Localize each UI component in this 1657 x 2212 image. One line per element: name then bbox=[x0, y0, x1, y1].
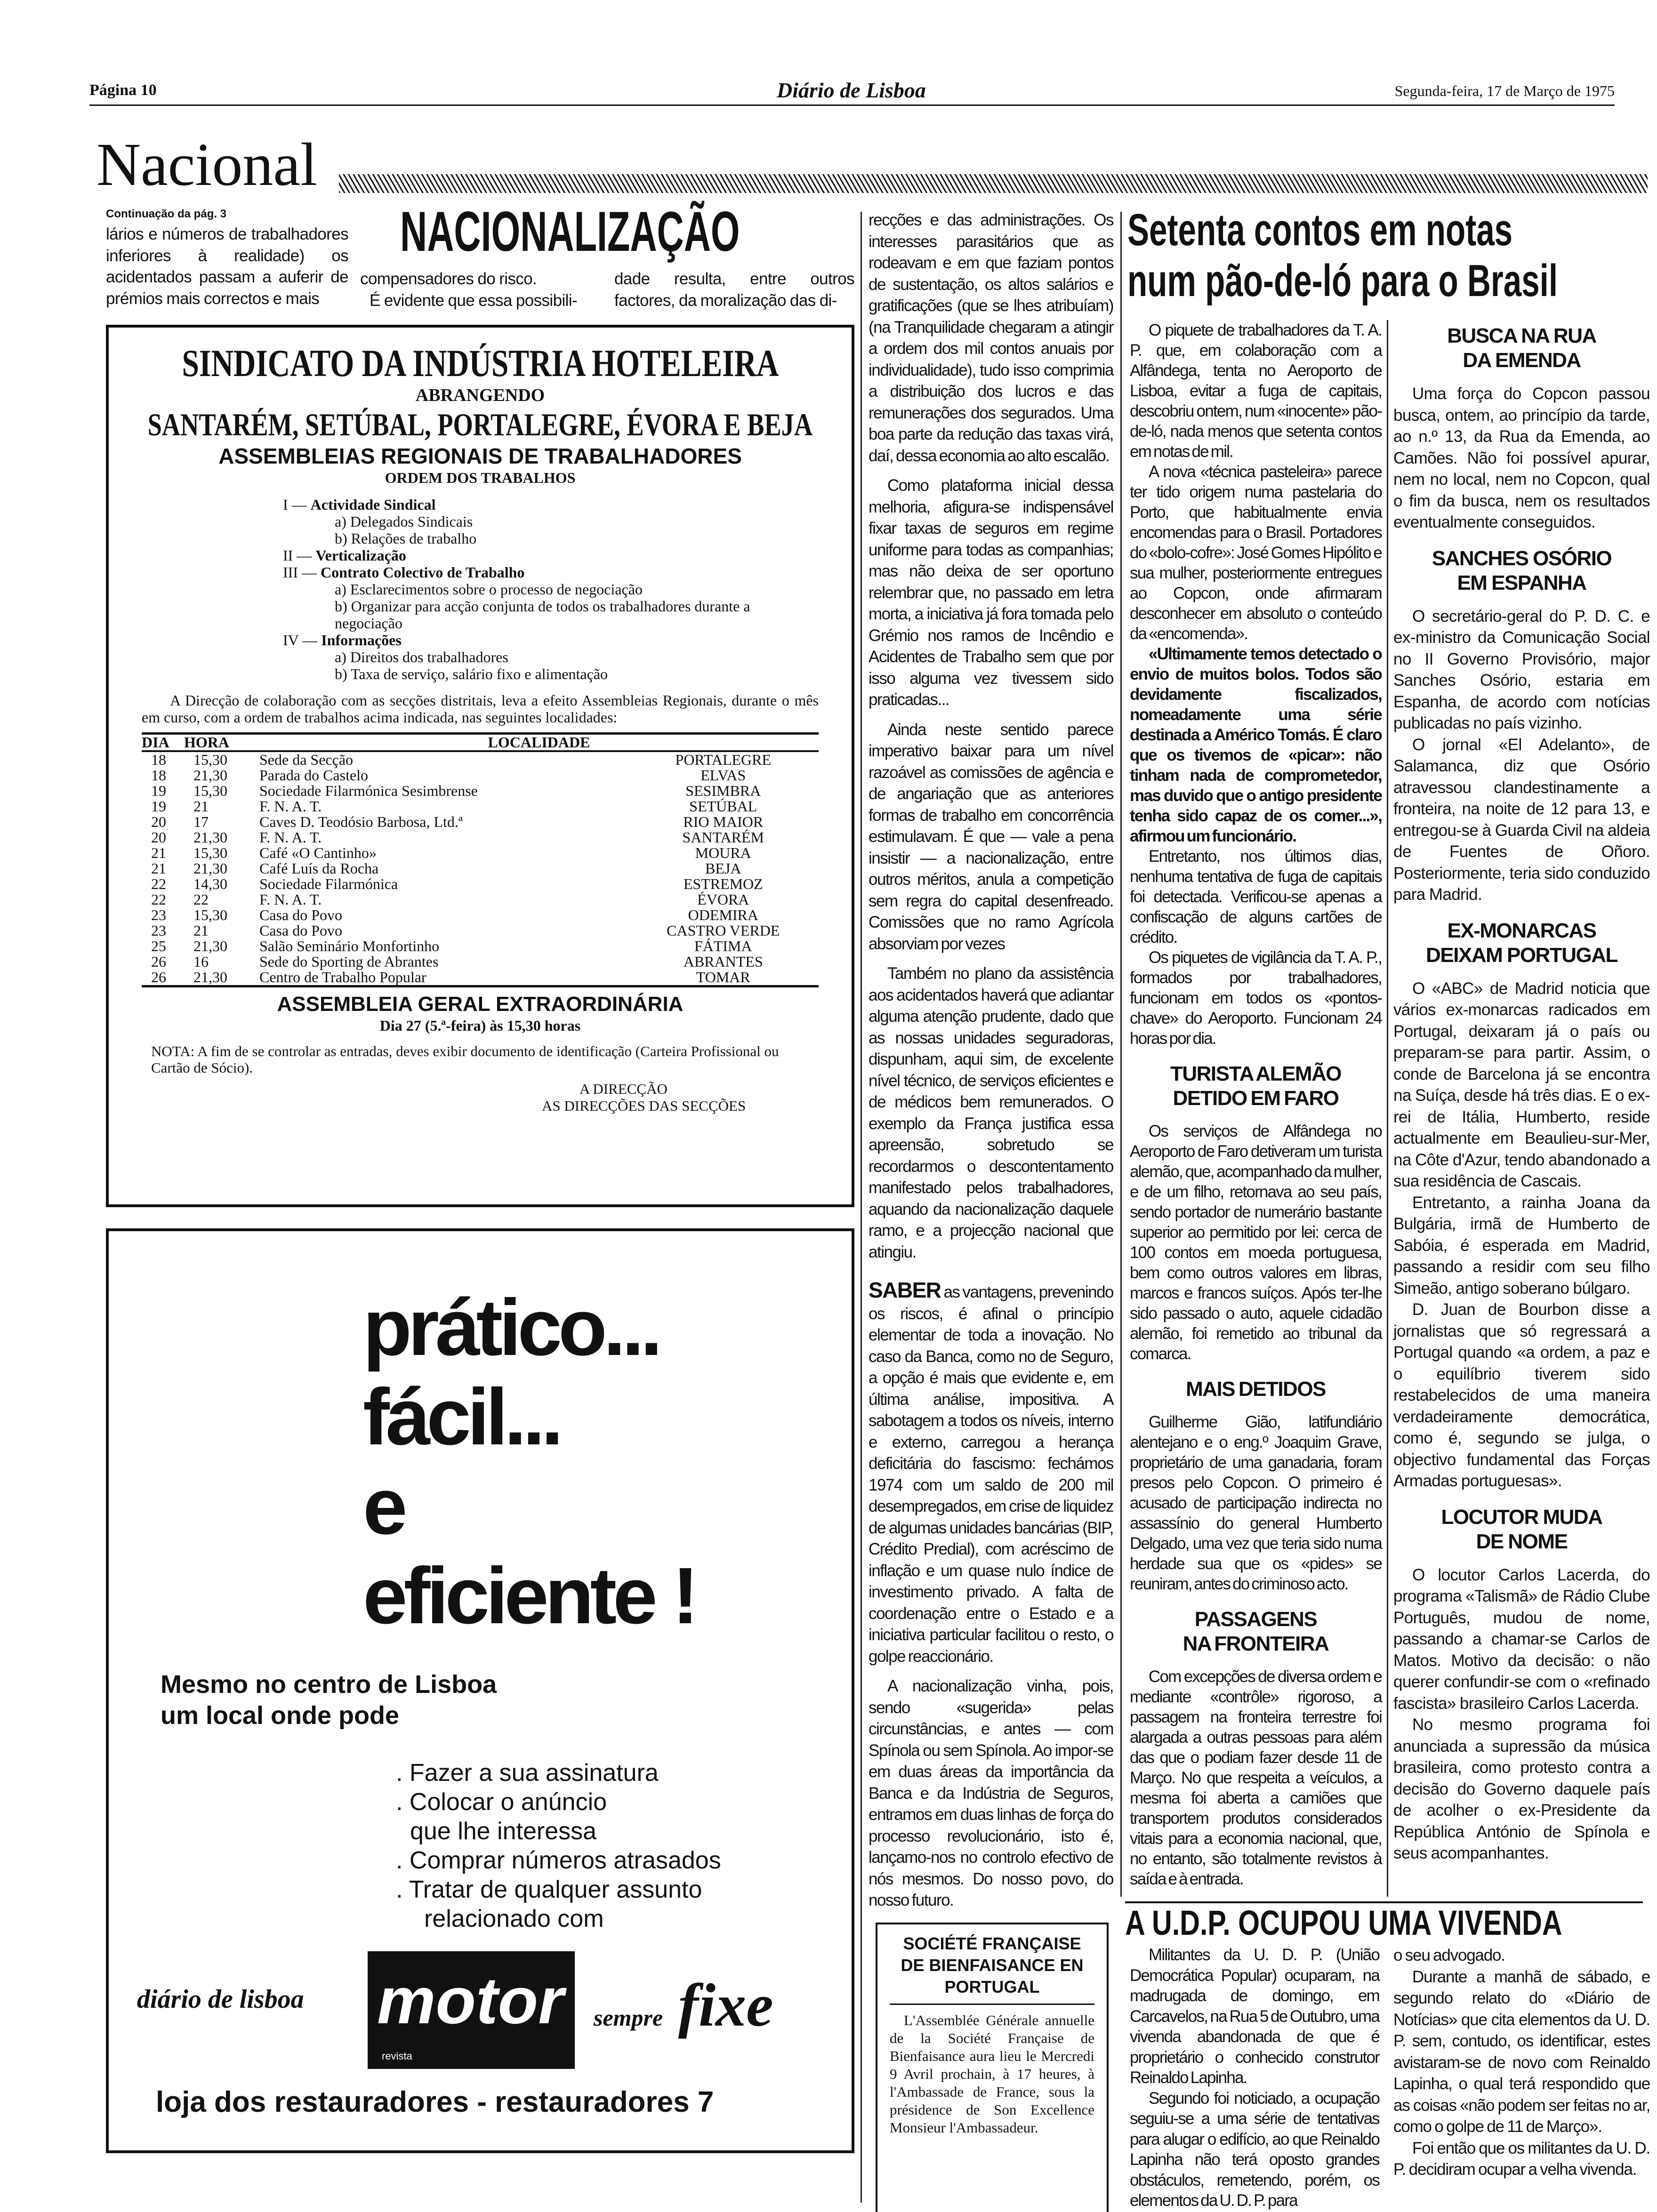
col-hora: HORA bbox=[184, 734, 229, 751]
column-4: O piquete de trabalhadores da T. A. P. que, em colaboração com a Alfândega, tenta no Aeroporto de Lisboa, evitar a fuga de capitais, descobriu ontem, num «inocente» pão-de-ló, nada menos que setenta contos em notas de mil. A nova «técnica pasteleira» parece ter tido origem numa pastelaria do Porto, que habitualmente envia encomendas para o Brasil. Portadores do «bolo-cofre»: José Gomes Hipólito e sua mulher, posteriormente entregues ao Copcon, onde afirmaram desconhecer em absoluto o conteúdo da «encomenda». «Ultimamente temos detectado o envio de muitos bolos. Todos são devidamente fiscalizados, nomeadamente uma série destinada a Américo Tomás. É claro que os tivemos de «picar»: não tinham nada de comprometedor, mas duvido que o antigo presidente tenha sido capaz de os comer...», afirmou um funcionário. Entretanto, nos últimos dias, nenhuma tentativa de fuga de capitais foi detectada. Verificou-se apenas a confiscação de alguns cartões de crédito. Os piquetes de vigilância da T. A. P., formados por trabalhadores, funcionam em todos os «pontos-chave» do Aeroporto. Funcionam 24 horas por dia. TURISTA ALEMÃO DETIDO EM FARO Os serviços de Alfândega no Aeroporto de Faro detiveram um turista alemão, que, acompanhado da mulher, e de um filho, retornava ao seu país, sendo portador de numerário bastante superior ao permitido por lei: cerca de 100 contos em moeda portuguesa, bem como outros valores em libras, marcos e francos suíços. Após ter-lhe sido passado o auto, aquele cidadão alemão, foi remetido ao tribunal da comarca. MAIS DETIDOS Guilherme Gião, latifundiário alentejano e o eng.º Joaquim Grave, proprietário de uma ganadaria, foram presos pelo Copcon. O primeiro é acusado de participação indirecta no assassínio do general Humberto Delgado, uma vez que teria sido numa herdade sua que os «pides» se reuniram, antes do criminoso acto. PASSAGENS NA FRONTEIRA Com excepções de diversa ordem e mediante «contrôle» rigoroso, a passagem na fronteira terrestre foi alargada a outras pessoas para além das que o podiam fazer desde 11 de Março. No que respeita a veículos, a mesma foi aberta a camiões que transportem produtos considerados vitais para a economia nacional, que, no entanto, são totalmente revistos à saída e à entrada. bbox=[1130, 321, 1382, 1888]
districts-line: SANTARÉM, SETÚBAL, PORTALEGRE, ÉVORA E BEJA bbox=[147, 407, 813, 442]
cell-local: F. N. A. T. bbox=[259, 829, 322, 846]
cell-local: F. N. A. T. bbox=[259, 891, 322, 908]
cell-local: Salão Seminário Monfortinho bbox=[259, 938, 440, 954]
cell-hora: 15,30 bbox=[193, 782, 227, 799]
cell-dia: 20 bbox=[151, 813, 166, 830]
turista-heading: TURISTA ALEMÃO DETIDO EM FARO bbox=[1170, 1062, 1341, 1110]
nota: NOTA: A fim de se controlar as entradas, deves exibir documento de identificação (Carteira Profissional ou Cartão de Sócio). bbox=[151, 1043, 779, 1076]
agenda-subitem: b) Organizar para acção conjunta de todos os trabalhadores durante a negociação bbox=[335, 598, 750, 632]
table-row bbox=[142, 876, 819, 892]
udp-col-a: Militantes da U. D. P. (União Democrática Popular) ocuparam, na madrugada de domingo, em Carcavelos, na Rua 5 de Outubro, uma vivenda abandonada de que é proprietário o conhecido construtor Reinaldo Lapinha. Segundo foi noticiado, a ocupação seguiu-se a uma série de tentativas para alugar o edifício, ao que Reinaldo Lapinha não terá oposto grandes obstáculos, remetendo, porém, os elementos da U. D. P. para bbox=[1130, 1946, 1379, 2210]
table-row bbox=[142, 938, 819, 954]
agenda-subitem: a) Esclarecimentos sobre o processo de negociação bbox=[335, 581, 643, 598]
cell-localidade: SETÚBAL bbox=[689, 798, 757, 815]
table-row bbox=[142, 783, 819, 799]
cell-local: Sede da Secção bbox=[259, 751, 354, 768]
cell-hora: 21,30 bbox=[193, 938, 227, 954]
cell-hora: 21,30 bbox=[193, 969, 227, 986]
cell-hora: 15,30 bbox=[193, 751, 227, 768]
udp-col-b: o seu advogado. Durante a manhã de sábado, e segundo relato do «Diário de Notícias» que cita elementos da U. D. P. sem, contudo, os identificar, estes avistaram-se de novo com Reinaldo Lapinha, o qual terá respondido que as coisas «não podem ser feitas no ar, como o golpe de 11 de Março». Foi então que os militantes da U. D. P. decidiram ocupar a velha vivenda. bbox=[1393, 1946, 1650, 2179]
sindicato-title: SINDICATO DA INDÚSTRIA HOTELEIRA bbox=[182, 342, 779, 385]
agenda-item: III — Contrato Colectivo de Trabalho bbox=[283, 564, 525, 581]
districts-wrap bbox=[142, 406, 819, 443]
societe-text: L'Assemblée Générale annuelle de la Société Française de Bienfaisance aura lieu le Mercredi 9 Avril prochain, à 17 heures, à l'Ambassade de France, sous la présidence de Son Excellence Monsieur l'Ambassadeur. bbox=[890, 2012, 1094, 2136]
section-title: Nacional bbox=[97, 131, 318, 199]
passagens-heading: PASSAGENS NA FRONTEIRA bbox=[1182, 1608, 1329, 1655]
table-row bbox=[142, 830, 819, 845]
cell-local: Centro de Trabalho Popular bbox=[259, 969, 426, 986]
agenda-subitem: a) Delegados Sindicais bbox=[335, 513, 473, 530]
sindicato-title-wrap bbox=[142, 342, 819, 385]
lead-col-b: compensadores do risco. É evidente que essa possibili- bbox=[360, 270, 578, 310]
diario-de-lisboa-logo: diário de lisboa bbox=[137, 1985, 304, 2014]
cell-localidade: RIO MAIOR bbox=[683, 813, 764, 830]
societe-title: SOCIÉTÉ FRANÇAISE DE BIENFAISANCE EN PORTUGAL bbox=[890, 1933, 1094, 2005]
societe-notice bbox=[876, 1923, 1109, 2212]
sindicato-intro: A Direcção de colaboração com as secções distritais, leva a efeito Assembleias Regionais, durante o mês em curso, com a ordem de trabalhos acima indicada, nas seguintes localidades: bbox=[142, 692, 819, 726]
cell-hora: 21,30 bbox=[193, 860, 227, 877]
page-number: Página 10 bbox=[89, 81, 157, 99]
detidos-heading: MAIS DETIDOS bbox=[1186, 1378, 1326, 1401]
cell-localidade: ESTREMOZ bbox=[683, 875, 763, 892]
cell-localidade: PORTALEGRE bbox=[675, 751, 772, 768]
column-5: BUSCA NA RUA DA EMENDA Uma força do Copcon passou busca, ontem, ao princípio da tarde, ao n.º 13, da Rua da Emenda, ao Camões. Não foi possível apurar, nem no local, nem no Copcon, qual o fim da busca, nem os resultados eventualmente conseguidos. SANCHES OSÓRIO EM ESPANHA O secretário-geral do P. D. C. e ex-ministro da Comunicação Social no II Governo Provisório, major Sanches Osório, estaria em Espanha, de acordo com notícias publicadas no país vizinho. O jornal «El Adelanto», de Salamanca, diz que Osório atravessou clandestinamente a fronteira, na noite de 12 para 13, e entregou-se à Guarda Civil na aldeia de Fuentes de Oñoro. Posteriormente, teria sido conduzido para Madrid. EX-MONARCAS DEIXAM PORTUGAL O «ABC» de Madrid noticia que vários ex-monarcas radicados em Portugal, deixaram já o país ou preparam-se para partir. Assim, o conde de Barcelona já se encontra na Suíça, desde há três dias. E o ex-rei de Itália, Humberto, reside actualmente em Beaulieu-sur-Mer, na Côte d'Azur, tendo abandonado a sua residência de Cascais. Entretanto, a rainha Joana da Bulgária, irmã de Humberto de Sabóia, é esperada em Madrid, passando a residir com seu filho Simeão, antigo soberano búlgaro. D. Juan de Bourbon disse a jornalistas que só regressará a Portugal quando «a ordem, a paz e o equilíbrio tiverem sido restabelecidos de uma maneira verdadeiramente democrática, como é, segundo se julga, o objectivo fundamental das Forças Armadas portuguesas». LOCUTOR MUDA DE NOME O locutor Carlos Lacerda, do programa «Talismã» de Rádio Clube Português, mudou de nome, passando a chamar-se Carlos de Matos. Motivo da decisão: o não querer confundir-se com o «refinado fascista» brasileiro Carlos Lacerda. No mesmo programa foi anunciada a supressão da música brasileira, como protesto contra a decisão do Governo daquele país de acolher o ex-Presidente da República António de Spínola e seus acompanhantes. bbox=[1393, 324, 1650, 1862]
cell-localidade: SESIMBRA bbox=[685, 782, 761, 799]
udp-headline: A U.D.P. OCUPOU UMA VIVENDA bbox=[1125, 1901, 1643, 1943]
column-rule bbox=[1387, 320, 1388, 1897]
cell-localidade: TOMAR bbox=[696, 969, 750, 986]
page-header bbox=[89, 78, 1615, 106]
cell-hora: 15,30 bbox=[193, 844, 227, 861]
cell-dia: 23 bbox=[151, 906, 166, 923]
cell-local: Casa do Povo bbox=[259, 922, 342, 939]
cell-localidade: FÁTIMA bbox=[694, 938, 752, 954]
cell-dia: 22 bbox=[151, 875, 166, 892]
cell-hora: 21 bbox=[193, 922, 209, 939]
cell-localidade: SANTARÉM bbox=[682, 829, 764, 846]
cell-dia: 20 bbox=[151, 829, 166, 846]
ordem-heading: ORDEM DOS TRABALHOS bbox=[385, 469, 576, 486]
table-row bbox=[142, 907, 819, 923]
cell-localidade: ABRANTES bbox=[683, 953, 763, 970]
motor-logo: motor revista bbox=[368, 1951, 575, 2069]
table-row bbox=[142, 970, 819, 986]
table-row bbox=[142, 768, 819, 783]
lead-col-c: dade resulta, entre outros factores, da moralização das di- bbox=[614, 270, 854, 310]
ad-services-list: . Fazer a sua assinatura . Colocar o anúncio que lhe interessa . Comprar números atrasados . Tratar de qualquer assunto relacionado com bbox=[396, 1759, 721, 1932]
cell-local: Café Luís da Rocha bbox=[259, 860, 379, 877]
table-row bbox=[142, 814, 819, 830]
cell-hora: 14,30 bbox=[193, 875, 227, 892]
issue-date: Segunda-feira, 17 de Março de 1975 bbox=[1394, 82, 1615, 99]
cell-localidade: BEJA bbox=[705, 860, 741, 877]
advertisement bbox=[106, 1228, 854, 2153]
section-hatch-bar bbox=[339, 174, 1648, 193]
drop-word: SABER bbox=[869, 1278, 941, 1302]
cell-dia: 21 bbox=[151, 844, 166, 861]
monarcas-heading: EX-MONARCAS DEIXAM PORTUGAL bbox=[1426, 919, 1617, 967]
cell-local: Sociedade Filarmónica Sesimbrense bbox=[259, 782, 478, 799]
col-dia: DIA bbox=[142, 734, 169, 751]
cell-dia: 21 bbox=[151, 860, 166, 877]
table-row bbox=[142, 954, 819, 970]
column-rule bbox=[861, 212, 862, 2203]
column-rule bbox=[1120, 212, 1122, 1897]
cell-hora: 21,30 bbox=[193, 767, 227, 784]
cell-dia: 19 bbox=[151, 782, 166, 799]
assembleia-geral-date: Dia 27 (5.ª-feira) às 15,30 horas bbox=[379, 1017, 581, 1034]
ad-footer: loja dos restauradores - restauradores 7 bbox=[156, 2086, 714, 2118]
cell-hora: 15,30 bbox=[193, 906, 227, 923]
abrangendo-label: ABRANGENDO bbox=[415, 385, 545, 405]
col-localidade: LOCALIDADE bbox=[488, 734, 590, 751]
masthead: Diário de Lisboa bbox=[777, 78, 926, 102]
cell-dia: 23 bbox=[151, 922, 166, 939]
ad-slogan: prático... fácil... e eficiente ! bbox=[363, 1283, 695, 1641]
continuation-label: Continuação da pág. 3 bbox=[106, 208, 227, 220]
table-row bbox=[142, 861, 819, 876]
table-row bbox=[142, 845, 819, 861]
busca-heading: BUSCA NA RUA DA EMENDA bbox=[1447, 324, 1596, 372]
ad-logos bbox=[137, 1951, 834, 2074]
agenda-item: I — Actividade Sindical bbox=[283, 496, 436, 513]
cell-hora: 17 bbox=[193, 813, 209, 830]
cell-localidade: MOURA bbox=[695, 844, 751, 861]
cell-hora: 22 bbox=[193, 891, 209, 908]
assembleia-geral: ASSEMBLEIA GERAL EXTRAORDINÁRIA bbox=[277, 993, 684, 1016]
cell-local: Caves D. Teodósio Barbosa, Ltd.ª bbox=[259, 813, 463, 830]
cell-local: Sociedade Filarmónica bbox=[259, 875, 398, 892]
cell-dia: 18 bbox=[151, 767, 166, 784]
sempre-fixe-logo: sempre fixe bbox=[594, 1972, 773, 2039]
cell-localidade: ÉVORA bbox=[697, 891, 749, 908]
assemblies-table bbox=[142, 732, 819, 987]
setenta-headline: Setenta contos em notas num pão-de-ló para o Brasil bbox=[1127, 205, 1558, 306]
cell-local: F. N. A. T. bbox=[259, 798, 322, 815]
agenda-subitem: b) Taxa de serviço, salário fixo e alimentação bbox=[335, 665, 608, 682]
cell-hora: 21,30 bbox=[193, 829, 227, 846]
agenda-subitem: b) Relações de trabalho bbox=[335, 530, 477, 547]
cell-hora: 21 bbox=[193, 798, 209, 815]
cell-local: Parada do Castelo bbox=[259, 767, 369, 784]
table-row bbox=[142, 892, 819, 907]
assembleias-heading: ASSEMBLEIAS REGIONAIS DE TRABALHADORES bbox=[218, 444, 742, 468]
cell-dia: 18 bbox=[151, 751, 166, 768]
cell-dia: 26 bbox=[151, 953, 166, 970]
ad-intro: Mesmo no centro de Lisboa um local onde pode bbox=[161, 1670, 497, 1730]
signature-seccoes: AS DIRECÇÕES DAS SECÇÕES bbox=[542, 1098, 746, 1114]
nacionalizacao-column: recções e das administrações. Os interesses parasitários que as rodeavam e em que faziam pontos de sustentação, os altos salários e gratificações (que se lhes atribuíam) (na Tranquilidade chegaram a atingir a ordem dos mil contos anuais por individualidade), tudo isso comprimia a distribuição dos lucros e das remunerações dos segurados. Uma boa parte da redução das taxas virá, daí, dessa economia ao alto escalão. Como plataforma inicial dessa melhoria, afigura-se indispensável fixar taxas de seguros em regime uniforme para todas as companhias; mas não deixa de ser oportuno relembrar que, no passado em letra morta, a iniciativa já fora tomada pelo Grémio nos ramos de Incêndio e Acidentes de Trabalho sem que por isso alguma vez tivessem sido praticadas... Ainda neste sentido parece imperativo baixar para um nível razoável as comissões de agência e de angariação que as anteriores formas de trabalho em concorrência estimulavam. É que — vale a pena insistir — a nacionalização, entre outros méritos, anula a competição sem regra do capital desenfreado. Comissões que no ramo Agrícola absorviam por vezes Também no plano da assistência aos acidentados haverá que adiantar alguma atenção prudente, dado que as nossas unidades seguradoras, dispunham, aqui sim, de excelente nível técnico, de serviços eficientes e de médicos bem remunerados. O exemplo da França justifica essa apreensão, sobretudo se recordarmos o descontentamento manifestado pelos trabalhadores, aquando da nacionalização daquele ramo, e a projecção nacional que atingiu. SABER as vantagens, prevenindo os riscos, é afinal o princípio elementar de toda a inovação. No caso da Banca, como no de Seguro, a opção é mais que evidente e, em última análise, impositiva. A sabotagem a todos os níveis, interno e externo, carregou a herança deficitária do fascismo: fechámos 1974 com um saldo de 200 mil desempregados, em crise de liquidez de algumas unidades bancárias (BIP, Crédito Predial), com acréscimo de inflação e um quase nulo índice de investimento privado. A falta de coordenação entre o Estado e a iniciativa particular facilitou o resto, o golpe reaccionário. A nacionalização vinha, pois, sendo «sugerida» pelas circunstâncias, e antes — com Spínola ou sem Spínola. Ao impor-se em duas áreas da importância da Banca e da Indústria de Seguros, entramos em duas linhas de força do processo revolucionário, isto é, lançamo-nos no controlo efectivo de nós mesmos. Do nosso povo, do nosso futuro. bbox=[869, 211, 1113, 1909]
table-row bbox=[142, 799, 819, 814]
cell-hora: 16 bbox=[193, 953, 209, 970]
agenda-subitem: a) Direitos dos trabalhadores bbox=[335, 649, 508, 665]
cell-dia: 26 bbox=[151, 969, 166, 986]
lead-col-a: lários e números de trabalhadores inferiores à realidade) os acidentados passam a auferir de prémios mais correctos e mais bbox=[106, 225, 348, 308]
cell-localidade: CASTRO VERDE bbox=[667, 922, 780, 939]
nacionalizacao-headline: NACIONALIZAÇÃO bbox=[400, 200, 740, 263]
cell-local: Casa do Povo bbox=[259, 906, 342, 923]
cell-dia: 19 bbox=[151, 798, 166, 815]
locutor-heading: LOCUTOR MUDA DE NOME bbox=[1441, 1505, 1602, 1553]
agenda-item: IV — Informações bbox=[283, 632, 402, 649]
cell-localidade: ELVAS bbox=[700, 767, 746, 784]
sindicato-notice bbox=[106, 325, 854, 1207]
cell-local: Café «O Cantinho» bbox=[259, 844, 377, 861]
table-row bbox=[142, 751, 819, 768]
cell-local: Sede do Sporting de Abrantes bbox=[259, 953, 439, 970]
cell-dia: 25 bbox=[151, 938, 166, 954]
cell-dia: 22 bbox=[151, 891, 166, 908]
agenda bbox=[142, 496, 819, 682]
table-row bbox=[142, 923, 819, 938]
signature-direccao: A DIRECÇÃO bbox=[579, 1081, 668, 1097]
agenda-item: II — Verticalização bbox=[283, 547, 406, 564]
sanches-heading: SANCHES OSÓRIO EM ESPANHA bbox=[1432, 546, 1612, 594]
cell-localidade: ODEMIRA bbox=[688, 906, 758, 923]
